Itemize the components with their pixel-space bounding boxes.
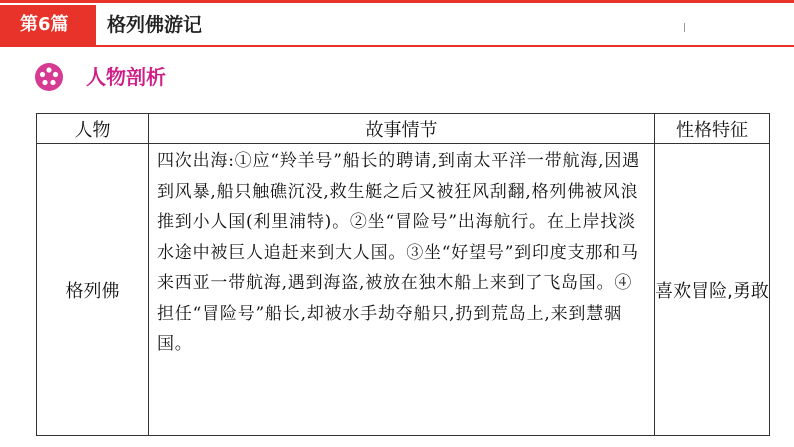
- character-table: [36, 113, 770, 436]
- table-header-row: [37, 114, 770, 144]
- section-title: 人物剖析: [86, 65, 166, 89]
- divider-tick: [684, 23, 685, 32]
- traits-cell: 喜欢冒险,勇敢: [655, 144, 770, 436]
- chapter-label: 第6篇: [0, 5, 96, 45]
- column-header-story: 故事情节: [149, 114, 655, 144]
- column-header-character: 人物: [37, 114, 149, 144]
- character-name-cell: 格列佛: [37, 144, 149, 436]
- dots-flower-icon: [34, 62, 64, 92]
- table-row: [37, 144, 770, 436]
- header-bar: [0, 0, 794, 47]
- story-cell: 四次出海:①应“羚羊号”船长的聘请,到南太平洋一带航海,因遇到风暴,船只触礁沉没,救生艇之后又被狂风刮翻,格列佛被风浪推到小人国(利里浦特)。②坐“冒险号”出海航行。在上岸找淡水途中被巨人追赶来到大人国。③坐“好望号”到印度支那和马来西亚一带航海,遇到海盗,被放在独木船上来到了飞岛国。④担任“冒险号”船长,却被水手劫夺船只,扔到荒岛上,来到慧骃国。: [149, 144, 655, 436]
- column-header-traits: 性格特征: [655, 114, 770, 144]
- page-title: 格列佛游记: [107, 14, 203, 36]
